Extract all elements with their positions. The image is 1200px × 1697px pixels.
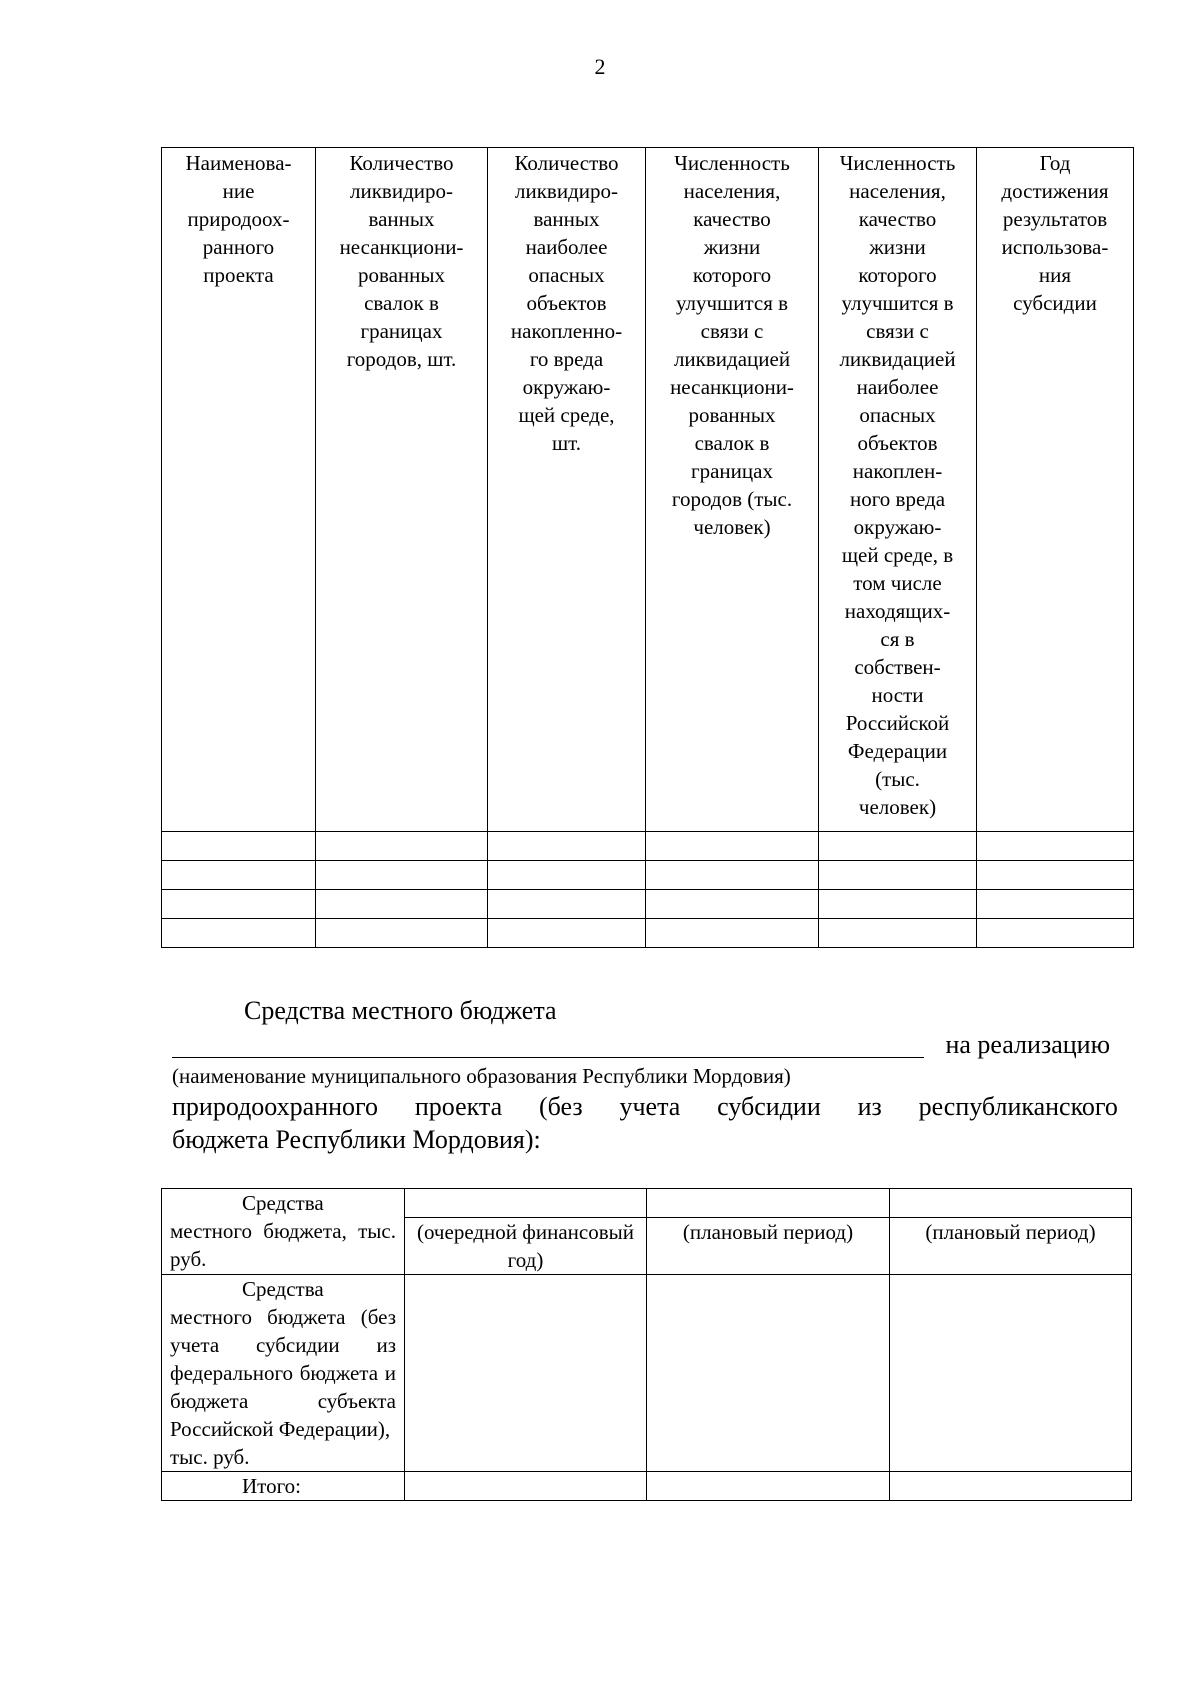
label-text-rest: местного бюджета (без учета субсидии из федерального бюджета и бюджета субъекта Российской Федерации), xyxy=(170,1305,396,1441)
header-text: Год достижения результатов использова- ния субсидии xyxy=(1001,151,1109,315)
total-label: Итого: xyxy=(242,1474,301,1498)
paragraph-line-2: бюджета Республики Мордовия): xyxy=(172,1125,541,1154)
paragraph-word: проекта xyxy=(414,1092,503,1121)
table-cell[interactable] xyxy=(819,832,977,861)
header-project-name xyxy=(162,148,316,832)
year-cell[interactable] xyxy=(405,1189,647,1218)
blank-suffix-text: на реализацию xyxy=(945,1030,1110,1059)
col-label-next-year: (очередной финансовый год) xyxy=(405,1218,647,1275)
label-text-first: Средства xyxy=(242,1191,324,1215)
municipality-blank-row xyxy=(172,1030,1110,1064)
table-cell[interactable] xyxy=(488,890,646,919)
header-dumps-count xyxy=(316,148,488,832)
table-cell[interactable] xyxy=(646,861,819,890)
table-row xyxy=(162,919,1134,948)
paragraph-line-1 xyxy=(172,1090,1118,1123)
table-cell[interactable] xyxy=(488,832,646,861)
header-text: Численность населения, качество жизни которого улучшится в связи с ликвидацией наиболее опасных объектов накоплен- ного вреда окружаю- щей среде, в том числе находящих- ся в собствен- ности Российской Федерации (тыс. человек) xyxy=(839,151,956,819)
table-cell[interactable] xyxy=(647,1275,890,1472)
table-cell[interactable] xyxy=(162,861,316,890)
budget-heading: Средства местного бюджета xyxy=(244,996,557,1025)
table-row xyxy=(162,1275,1132,1472)
paragraph-word: природоохранного xyxy=(172,1092,379,1121)
budget-paragraph xyxy=(172,1090,1118,1156)
table-cell[interactable] xyxy=(646,832,819,861)
environmental-project-table xyxy=(161,147,1134,948)
table-cell[interactable] xyxy=(405,1472,647,1501)
row-label-local-budget xyxy=(162,1275,405,1472)
table-cell[interactable] xyxy=(646,919,819,948)
table-cell[interactable] xyxy=(819,861,977,890)
municipality-blank-field[interactable] xyxy=(172,1057,924,1058)
table-cell[interactable] xyxy=(977,832,1134,861)
header-population-dumps xyxy=(646,148,819,832)
table-row xyxy=(162,861,1134,890)
year-cell[interactable] xyxy=(890,1189,1132,1218)
local-budget-table xyxy=(161,1188,1132,1501)
table-cell[interactable] xyxy=(646,890,819,919)
col-label-planned-2: (плановый период) xyxy=(890,1218,1132,1275)
table-cell[interactable] xyxy=(890,1275,1132,1472)
header-year xyxy=(977,148,1134,832)
paragraph-word: субсидии xyxy=(717,1092,821,1121)
table-cell[interactable] xyxy=(316,919,488,948)
table-cell[interactable] xyxy=(819,890,977,919)
year-cell[interactable] xyxy=(647,1189,890,1218)
header-population-hazard xyxy=(819,148,977,832)
table-header-row xyxy=(162,1189,1132,1218)
label-text-first: Средства xyxy=(242,1277,324,1301)
table-cell[interactable] xyxy=(162,832,316,861)
table-row xyxy=(162,1472,1132,1501)
table-cell[interactable] xyxy=(488,919,646,948)
table-cell[interactable] xyxy=(890,1472,1132,1501)
paragraph-word: учета xyxy=(619,1092,681,1121)
paragraph-word: республиканского xyxy=(918,1092,1118,1121)
table-row xyxy=(162,890,1134,919)
table-row xyxy=(162,832,1134,861)
paragraph-word: из xyxy=(857,1092,882,1121)
paragraph-word: (без xyxy=(538,1092,583,1121)
table-header-row xyxy=(162,148,1134,832)
col-label-planned-1: (плановый период) xyxy=(647,1218,890,1275)
table-cell[interactable] xyxy=(977,890,1134,919)
label-text-last: тыс. руб. xyxy=(170,1445,250,1469)
table-cell[interactable] xyxy=(316,890,488,919)
row-label-total xyxy=(162,1472,405,1501)
page-number: 2 xyxy=(594,54,606,79)
table-cell[interactable] xyxy=(316,861,488,890)
label-text-rest: местного бюджета, тыс. руб. xyxy=(170,1219,396,1271)
header-text: Численность населения, качество жизни которого улучшится в связи с ликвидацией несанкциони- рованных свалок в границах городов (тыс. человек) xyxy=(670,151,794,539)
table-cell[interactable] xyxy=(488,861,646,890)
header-text: Количество ликвидиро- ванных несанкциони- рованных свалок в границах городов, шт. xyxy=(339,151,464,371)
header-text: Количество ликвидиро- ванных наиболее опасных объектов накопленно- го вреда окружаю- щей среде, шт. xyxy=(510,151,623,455)
blank-caption: (наименование муниципального образования Республики Мордовия) xyxy=(172,1064,791,1088)
table-cell[interactable] xyxy=(647,1472,890,1501)
header-hazard-objects-count xyxy=(488,148,646,832)
table-cell[interactable] xyxy=(162,919,316,948)
table-cell[interactable] xyxy=(162,890,316,919)
table-cell[interactable] xyxy=(819,919,977,948)
header-local-budget-label xyxy=(162,1189,405,1275)
table-cell[interactable] xyxy=(977,919,1134,948)
table-cell[interactable] xyxy=(977,861,1134,890)
table-cell[interactable] xyxy=(405,1275,647,1472)
table-cell[interactable] xyxy=(316,832,488,861)
header-text: Наименова- ние природоох- ранного проекта xyxy=(185,151,292,287)
